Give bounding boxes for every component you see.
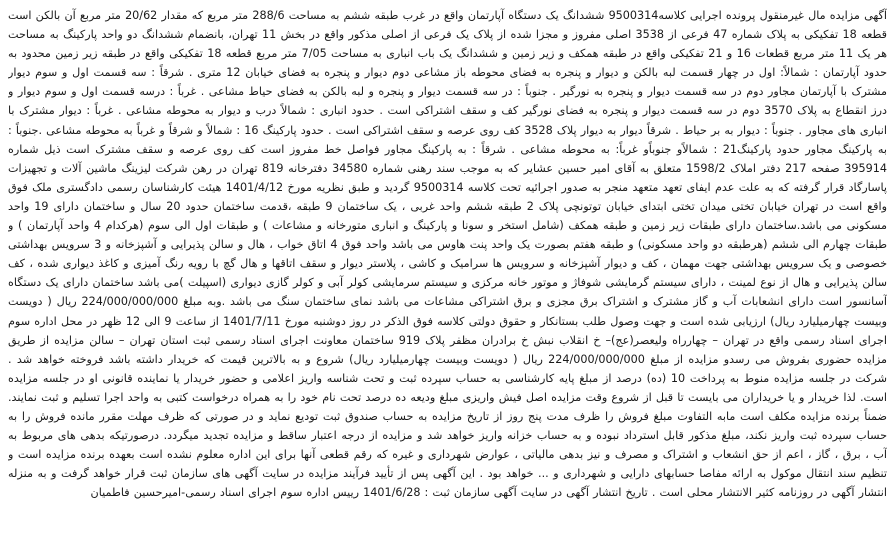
- notice-body-text: آگهی مزایده مال غیرمنقول پرونده اجرایی کلاسه9500314 ششدانگ یک دستگاه آپارتمان واقع در غرب طبقه ششم به مساحت 288/6 متر مربع که مقدار 20/62 متر مربع آن بالکن است قطعه 18 تفکیکی به پلاک شماره 47 فرعی از 3538 اصلی مفروز و مجزا شده از پلاک یک فرعی از اصلی مذکور واقع در بخش 11 تهران، بانضمام ششدانگ دو واحد پارکینگ به مساحت هر یک 11 متر مربع قطعات 16 و 21 تفکیکی واقع در طبقه همکف و زیر زمین و ششدانگ یک باب انباری به مساحت 7/05 متر مربع قطعه 18 تفکیکی واقع در طبقه زیر زمین محدود به حدود آپارتمان : شمالاً: اول در چهار قسمت لبه بالکن و دیوار و پنجره به فضای محوطه باز مشاعی دوم دیوار و پنجره به فضای خیابان 12 متری . شرقاً : سه قسمت اول و سوم دیوار مشترک با آپارتمان مجاور دوم در سه قسمت دیوار و پنجره به نورگیر . جنوباً : در سه قسمت دیوار و پنجره و لبه بالکن به فضای حیاط مشاعی . غرباً : درسه قسمت اول و سوم دیوار و درز انقطاع به پلاک 3570 دوم در سه قسمت دیوار و پنجره به فضای نورگیر کف و سقف اشتراکی است . حدود انباری : شمالاً درب و دیوار به محوطه مشاعی . غرباً : دیوار مشترک با انباری های مجاور . جنوباً : دیوار به بر حیاط . شرقاً دیوار به دیوار پلاک 3528 کف روی عرصه و سقف اشتراکی است . حدود پارکینگ 16 : شمالاً و شرقاً و غرباً به محوطه مشاعی .جنوباً : به پارکینگ مجاور حدود پارکینگ21 : شمالاًو جنوباًو غرباً: به محوطه مشاعی . شرقاً : به پارکینگ مجاور فواصل خط مفروز است کف روی عرصه و سقف مشترک است ذیل شماره 395914 صفحه 217 دفتر املاک 1598/2 متعلق به آقای امیر حسین عشایر که به موجب سند رهنی شماره 34580 دفترخانه 819 تهران در رهن شرکت لیزینگ ماشین آلات و تجهیزات پاسارگاد قرار گرفته که به علت عدم ایفای تعهد متعهد منجر به صدور اجرائیه تحت کلاسه 9500314 گردید و طبق نظریه مورخ 1401/4/12 هیئت کارشناسان رسمی دادگستری ملک فوق واقع است در تهران خیابان تختی میدان تختی ابتدای خیابان توتونچی پلاک 2 طبقه ششم واحد غربی ، یک ساختمان 9 طبقه ،قدمت ساختمان حدود 20 سال و ساختمان دارای 19 واحد مسکونی می باشد.ساختمان دارای طبقات زیر زمین و طبقه همکف (شامل استخر و سونا و پارکینگ و انباری متورخانه و مشاعات ) و طبقات اول الی سوم (هرکدام 4 واحد آپارتمان ) و طبقات چهارم الی ششم (هرطبقه دو واحد مسکونی) و طبقه هفتم بصورت یک واحد پنت هاوس می باشد واحد فوق 4 اتاق خواب ، هال و سالن پذیرایی و آشپزخانه و 3 سرویس بهداشتی خصوصی و یک سرویس بهداشتی جهت مهمان ، کف و دیوار آشپزخانه و سرویس ها سرامیک و کاشی ، پلاستر دیوار و سقف اتاقها و هال گچ با رویه رنگ آمیزی و کاغذ دیواری شده ، کف سالن پذیرایی و هال از نوع لمینت ، دارای سیستم گرمایشی شوفاژ و موتور خانه مرکزی و سیستم سرمایشی کولر آبی و کولر گازی دیواری (اسپیلت )می باشد ساختمان دارای یک دستگاه آسانسور است دارای انشعابات آب و گاز مشترک و اشتراک برق مجزی و برق اشتراکی مشاعات می باشد نمای ساختمان سنگ می باشد .وبه مبلغ 224/000/000/000 ریال ( دویست وبیست چهارمیلیارد ریال) ارزیابی شده است و جهت وصول طلب بستانکار و حقوق دولتی کلاسه فوق الذکر در روز دوشنبه مورخ 1401/7/11 از ساعت 9 الی 12 ظهر در محل اداره سوم اجرای اسناد رسمی واقع در تهران – چهارراه ولیعصر(عج)– خ انقلاب نبش خ برادران مظفر پلاک 919 ساختمان معاونت اجرای اسناد رسمی ثبت استان تهران – سالن مزایده از طریق مزایده حضوری بفروش می رسدو مزایده از مبلغ 224/000/000/000 ریال ( دویست وبیست چهارمیلیارد ریال) شروع و به بالاترین قیمت که خریدار داشته باشد فروخته خواهد شد . شرکت در جلسه مزایده منوط به پرداخت 10 (ده) درصد از مبلغ پایه کارشناسی به حساب سپرده ثبت و تحت شناسه واریز اعلامی و حضور خریدار یا نماینده قانونی او در جلسه مزایده است. لذا خریدار و یا خریداران می بایست تا قبل از شروع وقت مزایده اصل فیش واریزی مبلغ ودیعه ده درصد تحت نام خود را به همراه درخواست کتبی به واحد اجرا تسلیم و ثبت نمایند. ضمناً برنده مزایده مکلف است مابه التفاوت مبلغ فروش را ظرف مدت پنج روز از تاریخ مزایده به حساب صندوق ثبت تودیع نماید و در صورتی که ظرف مهلت مقرر مانده فروش را به حساب سپرده ثبت واریز نکند، مبلغ مذکور قابل استرداد نبوده و به حساب خزانه واریز خواهد شد و مزایده از درجه اعتبار ساقط و مزایده تجدید میگردد. درصورتیکه بدهی های مربوط به آب ، برق ، گاز ، اعم از حق انشعاب و اشتراک و مصرف و نیز بدهی مالیاتی ، عوارض شهرداری و غیره که رقم قطعی آنها برای این اداره معلوم نشده است بعهده برنده مزایده است و تنظیم سند انتقال موکول به ارائه مفاصا حسابهای دارایی و شهرداری و ... خواهد بود . این آگهی پس از تأیید فرآیند مزایده در سایت آگهی های سازمان ثبت قرار خواهد گرفت و به منزله انتشار آگهی در روزنامه کثیر الانتشار محلی است . تاریخ انتشار آگهی در سایت آگهی سازمان ثبت : 1401/6/28 رییس اداره سوم اجرای اسناد رسمی-امیرحسین فاطمیان: [8, 9, 887, 500]
- auction-notice: [8, 6, 887, 546]
